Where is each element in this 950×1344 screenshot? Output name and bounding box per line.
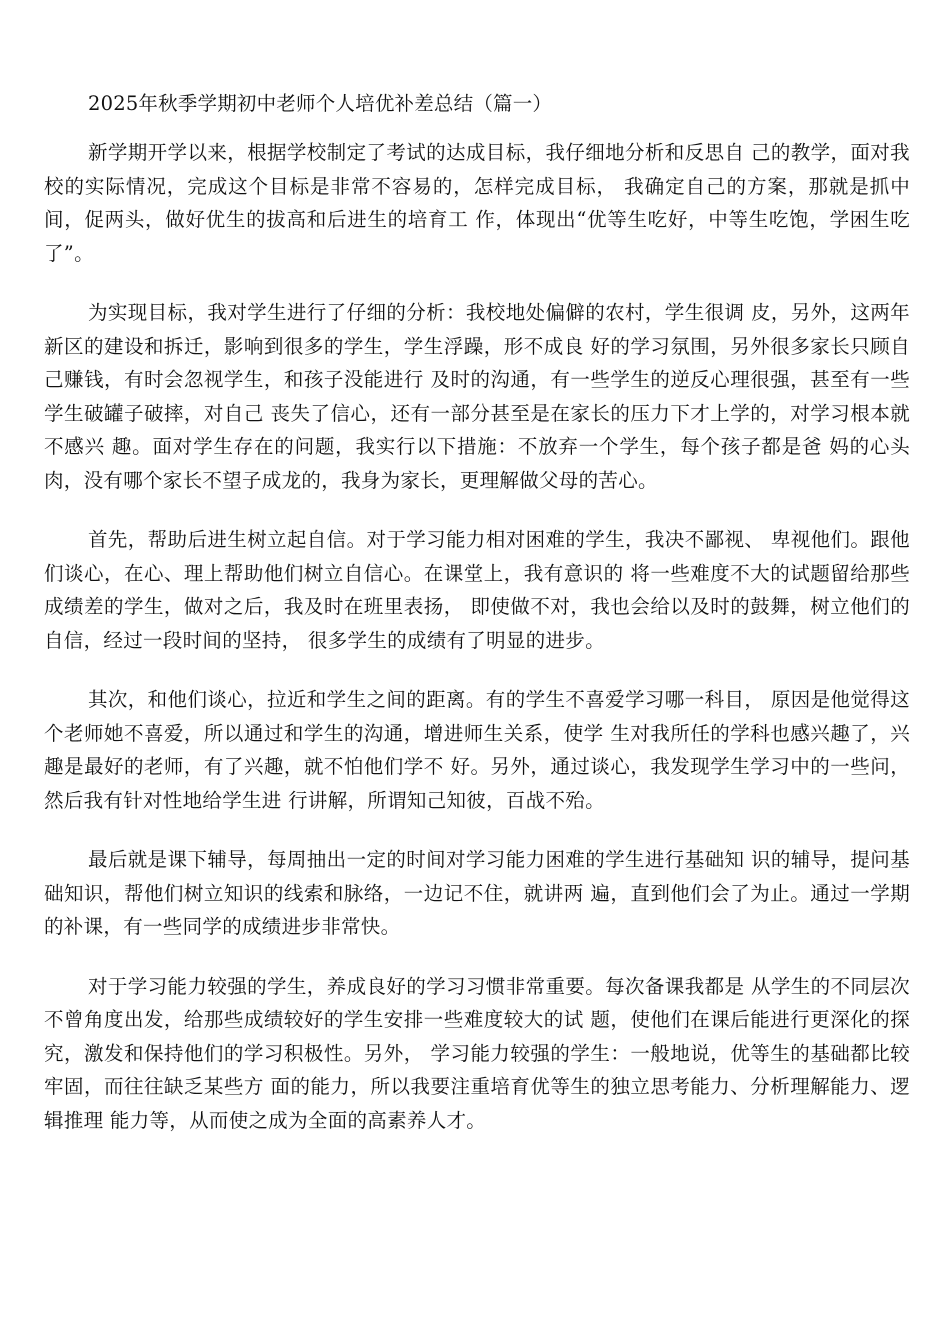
document-page — [44, 90, 910, 1163]
paragraph-intro: 新学期开学以来，根据学校制定了考试的达成目标，我仔细地分析和反思自 己的教学，面对我校的实际情况，完成这个目标是非常不容易的，怎样完成目标， 我确定自己的方案，那就是抓中间，促两头，做好优生的拔高和后进生的培育工 作，体现出“优等生吃好，中等生吃饱，学困生吃了”。 — [44, 141, 910, 265]
paragraph-last: 最后就是课下辅导，每周抽出一定的时间对学习能力困难的学生进行基础知 识的辅导，提问基础知识，帮他们树立知识的线索和脉络，一边记不住，就讲两 遍，直到他们会了为止。通过一学期的补课，有一些同学的成绩进步非常快。 — [44, 848, 910, 938]
paragraph-strong-students: 对于学习能力较强的学生，养成良好的学习习惯非常重要。每次备课我都是 从学生的不同层次不曾角度出发，给那些成绩较好的学生安排一些难度较大的试 题，使他们在课后能进行更深化的探究，激发和保持他们的学习积极性。另外， 学习能力较强的学生：一般地说，优等生的基础都比较牢固，而往往缺乏某些方 面的能力，所以我要注重培育优等生的独立思考能力、分析理解能力、逻辑推理 能力等，从而使之成为全面的高素养人才。 — [44, 974, 910, 1132]
document-title: 2025年秋季学期初中老师个人培优补差总结（篇一） — [88, 92, 553, 115]
paragraph-second: 其次，和他们谈心，拉近和学生之间的距离。有的学生不喜爱学习哪一科目， 原因是他觉得这个老师她不喜爱，所以通过和学生的沟通，增进师生关系，使学 生对我所任的学科也感兴趣了，兴趣是最好的老师，有了兴趣，就不怕他们学不 好。另外，通过谈心，我发现学生学习中的一些问，然后我有针对性地给学生进 行讲解，所谓知己知彼，百战不殆。 — [44, 688, 910, 812]
paragraph-analysis: 为实现目标，我对学生进行了仔细的分析：我校地处偏僻的农村，学生很调 皮，另外，这两年新区的建设和拆迁，影响到很多的学生，学生浮躁，形不成良 好的学习氛围，另外很多家长只顾自己赚钱，有时会忽视学生，和孩子没能进行 及时的沟通，有一些学生的逆反心理很强，甚至有一些学生破罐子破摔，对自己 丧失了信心，还有一部分甚至是在家长的压力下才上学的，对学习根本就不感兴 趣。面对学生存在的问题，我实行以下措施：不放弃一个学生，每个孩子都是爸 妈的心头肉，没有哪个家长不望子成龙的，我身为家长，更理解做父母的苦心。 — [44, 301, 910, 492]
paragraph-first: 首先，帮助后进生树立起自信。对于学习能力相对困难的学生，我决不鄙视、 卑视他们。跟他们谈心，在心、理上帮助他们树立自信心。在课堂上，我有意识的 将一些难度不大的试题留给那些成绩差的学生，做对之后，我及时在班里表扬， 即使做不对，我也会给以及时的鼓舞，树立他们的自信，经过一段时间的坚持， 很多学生的成绩有了明显的进步。 — [44, 528, 910, 652]
